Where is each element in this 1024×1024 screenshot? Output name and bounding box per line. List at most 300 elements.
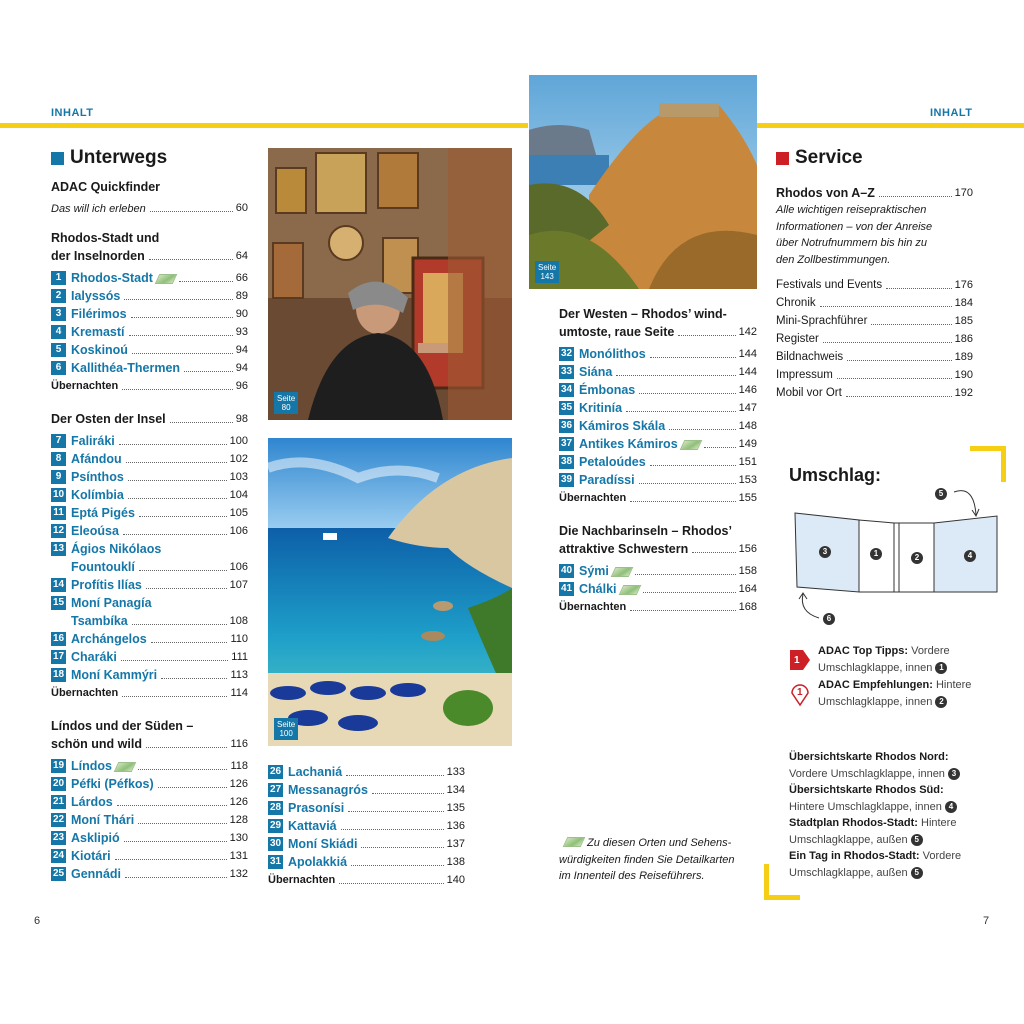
place-name: Profítis Ilías: [71, 578, 142, 592]
place-name: Eptá Pigés: [71, 506, 135, 520]
dot-leader: [630, 501, 735, 502]
dot-leader: [886, 288, 952, 289]
place-name: Prasonísi: [288, 801, 345, 815]
toc-entry[interactable]: [51, 504, 248, 522]
service-entry[interactable]: [776, 294, 973, 312]
header-rule-left: [0, 123, 528, 128]
toc-entry[interactable]: [268, 835, 465, 853]
place-name: Messanagrós: [288, 783, 368, 797]
dot-leader: [626, 411, 736, 412]
place-name: Paradíssi: [579, 473, 635, 487]
toc-column-1: [51, 178, 248, 898]
place-name: Kallithéa-Thermen: [71, 361, 181, 375]
page-number: 111: [231, 651, 248, 663]
page-number: 110: [230, 633, 248, 645]
detail-map-leaf-icon: [618, 585, 641, 595]
dot-leader: [128, 498, 227, 499]
dot-leader: [117, 805, 227, 806]
place-number-badge: 14: [52, 579, 65, 590]
toc-entry[interactable]: [51, 341, 248, 359]
red-square-icon: [776, 152, 789, 165]
dot-leader: [122, 696, 227, 697]
place-name: Péfki (Péfkos): [71, 777, 154, 791]
dot-leader: [639, 393, 735, 394]
page-number: 149: [738, 438, 757, 450]
place-number-badge: 37: [560, 438, 573, 449]
map-text: Umschlagklappe, außen: [789, 866, 908, 879]
place-name: Ágios Nikólaos: [71, 542, 162, 556]
map-reference: [789, 865, 1004, 882]
toc-entry[interactable]: [51, 450, 248, 468]
tip-line: [818, 677, 1004, 694]
place-number-badge: 30: [269, 838, 282, 849]
page-number: 147: [738, 402, 757, 414]
dot-leader: [643, 592, 736, 593]
page-number: 89: [235, 290, 248, 302]
place-number-badge: 36: [560, 420, 573, 431]
service-label: Festivals und Events: [776, 279, 883, 291]
dot-leader: [125, 877, 227, 878]
toc-entry[interactable]: [559, 562, 757, 580]
page-number: 164: [738, 583, 757, 595]
page-number: 135: [446, 802, 465, 814]
page-number: 153: [738, 474, 757, 486]
toc-entry[interactable]: [51, 468, 248, 486]
place-name: Lárdos: [71, 795, 113, 809]
place-name: Kámiros Skála: [579, 419, 666, 433]
service-entry[interactable]: [776, 330, 973, 348]
group-heading-row[interactable]: [51, 410, 248, 428]
place-name: Afándou: [71, 452, 122, 466]
cover-panel-marker: 1: [870, 548, 882, 560]
page-number: 106: [229, 561, 248, 573]
overnight-label: Übernachten: [559, 492, 627, 504]
page-number: 151: [738, 456, 757, 468]
dot-leader: [630, 610, 735, 611]
place-number-badge: 9: [51, 470, 66, 484]
dot-leader: [635, 574, 736, 575]
dot-leader: [121, 660, 228, 661]
map-reference: [789, 766, 1004, 783]
toc-entry[interactable]: [51, 486, 248, 504]
toc-entry[interactable]: [51, 811, 248, 829]
page-badge-label: Seite: [277, 394, 296, 403]
spacer: [51, 883, 248, 898]
place-number-badge: 17: [52, 651, 65, 662]
page-number: 155: [738, 492, 757, 504]
service-label: Mini-Sprachführer: [776, 315, 868, 327]
dot-leader: [820, 306, 952, 307]
overnight-label: Übernachten: [268, 874, 336, 886]
toc-entry[interactable]: [559, 345, 757, 363]
place-number-badge: 35: [560, 402, 573, 413]
group-heading-row[interactable]: [51, 247, 248, 265]
dot-leader: [372, 793, 444, 794]
place-name: Asklipió: [71, 831, 120, 845]
tip-text: Umschlagklappe, innen: [818, 695, 933, 708]
toc-entry[interactable]: [51, 847, 248, 865]
map-title: Ein Tag in Rhodos-Stadt:: [789, 850, 920, 862]
group-heading-row[interactable]: [559, 323, 757, 341]
service-label: Rhodos von A–Z: [776, 186, 875, 200]
section-title-text: Unterwegs: [70, 147, 168, 168]
cover-panel-marker: 3: [819, 546, 831, 558]
header-rule-right: [757, 123, 1024, 128]
page-number: 102: [229, 453, 248, 465]
footnote-line: im Innenteil des Reiseführers.: [559, 870, 705, 882]
cover-tip: [789, 643, 1004, 676]
dot-leader: [650, 465, 736, 466]
group-heading: Líndos und der Süden –: [51, 719, 194, 733]
overnight-entry[interactable]: [268, 871, 465, 889]
dot-leader: [139, 516, 227, 517]
toc-entry[interactable]: [51, 540, 248, 558]
overnight-entry[interactable]: [559, 489, 757, 507]
map-text: Hintere Umschlagklappe, innen: [789, 800, 942, 813]
page-number: 138: [446, 856, 465, 868]
map-reference: [789, 815, 1004, 832]
page-number: 90: [235, 308, 248, 320]
tip-text: Umschlagklappe, innen: [818, 661, 933, 674]
service-entry[interactable]: [776, 384, 973, 402]
dot-leader: [122, 389, 233, 390]
map-text: Hintere: [917, 817, 957, 829]
spacer: [51, 395, 248, 410]
page-number: 105: [229, 507, 248, 519]
corner-bracket-bottom: [764, 895, 800, 900]
photo-icon-beach: [268, 438, 512, 746]
toc-entry[interactable]: [51, 323, 248, 341]
group-heading: Rhodos-Stadt und: [51, 231, 160, 245]
page-badge-label: Seite: [277, 720, 296, 729]
toc-entry[interactable]: [51, 305, 248, 323]
toc-entry[interactable]: [559, 417, 757, 435]
page-number: 132: [229, 868, 248, 880]
place-number-badge: 28: [269, 802, 282, 813]
toc-column-2: [268, 763, 465, 889]
place-name: Moní Thári: [71, 813, 135, 827]
page-number: 108: [229, 615, 248, 627]
map-title: Stadtplan Rhodos-Stadt:: [789, 817, 918, 829]
toc-entry-cont[interactable]: [51, 612, 248, 630]
group-heading: umtoste, raue Seite: [559, 325, 675, 339]
place-number-badge: 24: [52, 850, 65, 861]
page-number: 190: [954, 369, 973, 381]
page-number: 66: [235, 272, 248, 284]
page-number: 106: [229, 525, 248, 537]
page-number: 104: [229, 489, 248, 501]
page-number: 118: [230, 760, 248, 772]
map-text: Vordere: [919, 850, 962, 862]
service-list: [776, 184, 973, 402]
group-heading: schön und wild: [51, 737, 142, 751]
page-number: 158: [738, 565, 757, 577]
place-name: Antikes Kámiros: [579, 437, 678, 451]
page-number: 130: [229, 832, 248, 844]
blue-square-icon: [51, 152, 64, 165]
service-entry[interactable]: [776, 312, 973, 330]
page-number: 60: [235, 202, 248, 214]
ref-marker: 5: [911, 867, 923, 879]
dot-leader: [346, 775, 443, 776]
toc-entry[interactable]: [51, 359, 248, 377]
page-number: 94: [235, 362, 248, 374]
page-number: 170: [954, 187, 973, 199]
page-badge: [274, 718, 298, 740]
overnight-entry[interactable]: [51, 377, 248, 395]
service-label: Register: [776, 333, 819, 345]
overnight-entry[interactable]: [559, 598, 757, 616]
tip-title: ADAC Top Tipps:: [818, 645, 909, 657]
dot-leader: [128, 480, 227, 481]
service-description: Informationen – von der Anreise: [776, 220, 933, 233]
place-name: Filérimos: [71, 307, 127, 321]
page-number: 185: [954, 315, 973, 327]
place-name: Kiotári: [71, 849, 111, 863]
page-number: 142: [738, 326, 757, 338]
page-number: 128: [229, 814, 248, 826]
page-number: 156: [738, 543, 757, 555]
place-number-badge: 25: [52, 868, 65, 879]
toc-entry[interactable]: [268, 799, 465, 817]
toc-entry[interactable]: [51, 648, 248, 666]
dot-leader: [361, 847, 443, 848]
dot-leader: [146, 747, 227, 748]
page-badge-number: 143: [540, 272, 554, 281]
ref-marker: 4: [945, 801, 957, 813]
map-reference: [789, 799, 1004, 816]
dot-leader: [847, 360, 952, 361]
toc-entry[interactable]: [559, 435, 757, 453]
place-name: Ialyssós: [71, 289, 121, 303]
toc-entry[interactable]: [51, 630, 248, 648]
place-number-badge: 13: [52, 543, 65, 554]
spacer: [51, 702, 248, 717]
toc-entry[interactable]: [559, 399, 757, 417]
page-number: 96: [235, 380, 248, 392]
section-title-unterwegs: [51, 147, 167, 169]
footnote: [559, 835, 759, 885]
toc-entry[interactable]: [268, 853, 465, 871]
dot-leader: [129, 335, 233, 336]
page-number: 94: [235, 344, 248, 356]
place-number-badge: 32: [560, 348, 573, 359]
place-name: Apolakkiá: [288, 855, 348, 869]
dot-leader: [341, 829, 444, 830]
running-header-right: INHALT: [930, 107, 973, 119]
service-label: Bildnachweis: [776, 351, 844, 363]
toc-entry[interactable]: [51, 522, 248, 540]
map-text: Vordere Umschlagklappe, innen: [789, 767, 945, 780]
dot-leader: [179, 281, 233, 282]
toc-entry[interactable]: [559, 381, 757, 399]
place-name: Monólithos: [579, 347, 646, 361]
cover-arrow-marker: 5: [935, 488, 947, 500]
toc-entry[interactable]: [559, 363, 757, 381]
page-number: 126: [229, 796, 248, 808]
service-label: Mobil vor Ort: [776, 387, 842, 399]
page-badge: [535, 261, 559, 283]
place-number-badge: 4: [51, 325, 66, 339]
group-heading: attraktive Schwestern: [559, 542, 689, 556]
toc-entry[interactable]: [51, 594, 248, 612]
place-number-badge: 40: [560, 565, 573, 576]
page-number: 116: [230, 738, 248, 750]
dot-leader: [871, 324, 951, 325]
toc-entry[interactable]: [51, 287, 248, 305]
cover-arrow-marker: 6: [823, 613, 835, 625]
page-number: 144: [738, 366, 757, 378]
dot-leader: [126, 462, 227, 463]
recommendation-marker-icon: [789, 681, 811, 707]
spacer: [776, 268, 973, 276]
page-number: 144: [738, 348, 757, 360]
dot-leader: [678, 335, 735, 336]
place-number-badge: 23: [52, 832, 65, 843]
dot-leader: [669, 429, 735, 430]
quickfinder-sub: Das will ich erleben: [51, 202, 146, 215]
section-title-text: Service: [795, 147, 863, 168]
place-number-badge: 20: [52, 778, 65, 789]
service-label: Chronik: [776, 297, 816, 309]
service-label: Impressum: [776, 369, 833, 381]
page-number: 134: [446, 784, 465, 796]
cover-panel-marker: 4: [964, 550, 976, 562]
place-name: Sými: [579, 564, 609, 578]
page-number: 192: [954, 387, 973, 399]
detail-map-leaf-icon: [114, 762, 137, 772]
place-name: Faliráki: [71, 434, 115, 448]
service-description: Alle wichtigen reisepraktischen: [776, 204, 927, 216]
page-number: 126: [229, 778, 248, 790]
place-number-badge: 21: [52, 796, 65, 807]
place-number-badge: 22: [52, 814, 65, 825]
toc-entry[interactable]: [559, 580, 757, 598]
dot-leader: [879, 196, 952, 197]
toc-entry[interactable]: [268, 817, 465, 835]
service-entry[interactable]: [776, 348, 973, 366]
service-entry[interactable]: [776, 366, 973, 384]
page-number: 140: [446, 874, 465, 886]
page-number: 137: [446, 838, 465, 850]
service-entry[interactable]: [776, 184, 973, 202]
place-name: Líndos: [71, 759, 112, 773]
page-number: 186: [954, 333, 973, 345]
place-name: Moní Panagía: [71, 596, 152, 610]
marker-number: 1: [797, 687, 803, 698]
dot-leader: [704, 447, 736, 448]
place-number-badge: 10: [52, 489, 65, 500]
dot-leader: [823, 342, 952, 343]
place-number-badge: 34: [560, 384, 573, 395]
dot-leader: [149, 259, 233, 260]
spacer: [51, 217, 248, 229]
map-title: Übersichtskarte Rhodos Süd:: [789, 784, 944, 796]
place-number-badge: 33: [560, 366, 573, 377]
group-heading-row[interactable]: [51, 735, 248, 753]
dot-leader: [131, 317, 233, 318]
ref-marker: 3: [948, 768, 960, 780]
toc-entry[interactable]: [559, 471, 757, 489]
toc-entry[interactable]: [268, 763, 465, 781]
toc-entry[interactable]: [51, 793, 248, 811]
page-number: 98: [235, 413, 248, 425]
place-name: Charáki: [71, 650, 117, 664]
photo-icon-castle: [529, 75, 757, 289]
page-badge-number: 80: [281, 403, 291, 412]
map-reference: [789, 832, 1004, 849]
map-title: Übersichtskarte Rhodos Nord:: [789, 751, 949, 763]
place-number-badge: 19: [52, 760, 65, 771]
toc-entry[interactable]: [51, 829, 248, 847]
page-number: 136: [446, 820, 465, 832]
group-heading-row[interactable]: [559, 540, 757, 558]
overnight-entry[interactable]: [51, 684, 248, 702]
cover-maps: [789, 749, 1004, 881]
place-name: Émbonas: [579, 383, 636, 397]
place-number-badge: 3: [51, 307, 66, 321]
service-description: den Zollbestimmungen.: [776, 253, 891, 266]
marker-number: 1: [794, 655, 800, 666]
place-name: Koskinoú: [71, 343, 128, 357]
dot-leader: [123, 534, 227, 535]
page-number: 113: [230, 669, 248, 681]
toc-entry[interactable]: [51, 865, 248, 883]
dot-leader: [124, 299, 232, 300]
toc-entry[interactable]: [51, 269, 248, 287]
page-number: 176: [954, 279, 973, 291]
place-number-badge: 11: [51, 506, 66, 520]
service-entry[interactable]: [776, 276, 973, 294]
page-badge-label: Seite: [538, 263, 557, 272]
tip-line: [818, 643, 1004, 660]
place-number-badge: 39: [560, 474, 573, 485]
overnight-label: Übernachten: [559, 601, 627, 613]
place-number-badge: 41: [560, 583, 573, 594]
overnight-label: Übernachten: [51, 687, 119, 699]
quickfinder-entry[interactable]: [51, 199, 248, 217]
dot-leader: [184, 371, 233, 372]
toc-entry[interactable]: [51, 775, 248, 793]
place-name: Eleoúsa: [71, 524, 119, 538]
toc-entry[interactable]: [51, 432, 248, 450]
place-name: Kolímbia: [71, 488, 124, 502]
top-tip-marker-icon: [789, 647, 811, 673]
place-name: Lachaniá: [288, 765, 343, 779]
toc-entry[interactable]: [268, 781, 465, 799]
place-number-badge: 29: [269, 820, 282, 831]
place-name: Rhodos-Stadt: [71, 271, 153, 285]
page-number: 107: [229, 579, 248, 591]
detail-map-leaf-icon: [155, 274, 178, 284]
tip-title: ADAC Empfehlungen:: [818, 679, 933, 691]
detail-map-leaf-icon: [679, 440, 702, 450]
toc-entry[interactable]: [559, 453, 757, 471]
toc-entry[interactable]: [51, 666, 248, 684]
toc-entry[interactable]: [51, 576, 248, 594]
toc-entry-cont[interactable]: [51, 558, 248, 576]
place-number-badge: 18: [52, 669, 65, 680]
toc-entry[interactable]: [51, 757, 248, 775]
group-heading: Die Nachbarinseln – Rhodos’: [559, 524, 732, 538]
page-badge-number: 100: [279, 729, 293, 738]
place-number-badge: 26: [269, 766, 282, 777]
map-reference: [789, 848, 1004, 865]
place-number-badge: 5: [51, 343, 66, 357]
place-number-badge: 7: [51, 434, 66, 448]
quickfinder-heading: ADAC Quickfinder: [51, 180, 161, 194]
page-number: 103: [229, 471, 248, 483]
